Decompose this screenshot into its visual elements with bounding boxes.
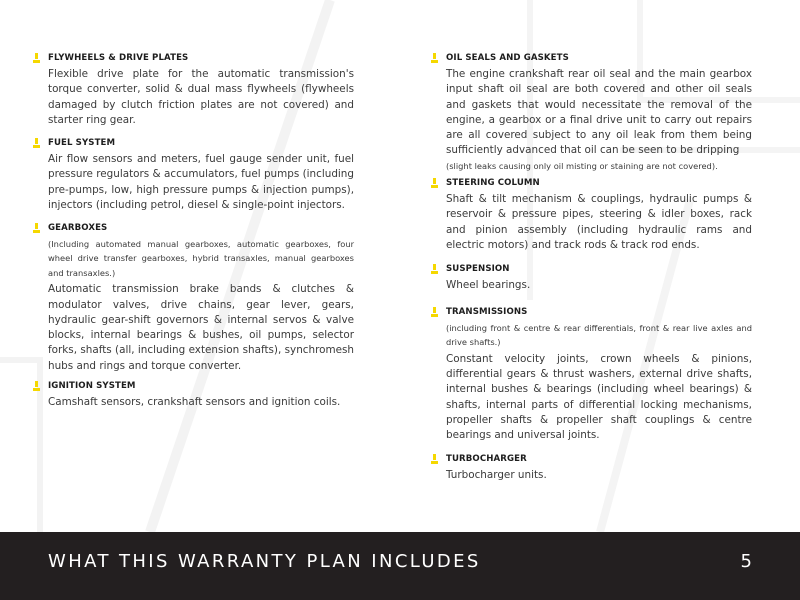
- section-heading: SUSPENSION: [446, 264, 510, 274]
- section-heading: IGNITION SYSTEM: [48, 381, 136, 391]
- section-body: Constant velocity joints, crown wheels & pinions, differential gears & thrust washers, external drive shafts, internal bushes & bearings (including wheel bearings) & shafts, internal parts of differential locking mechanisms, propeller shafts & propeller shaft couplings & centre bearings and universal joints.: [446, 352, 752, 442]
- bullet-pin-icon: [431, 264, 438, 274]
- section-heading: TURBOCHARGER: [446, 454, 527, 464]
- section-body: Flexible drive plate for the automatic transmission's torque converter, solid & dual mass flywheels (flywheels damaged by clutch friction plates are not covered) and starter ring gear.: [48, 68, 354, 126]
- section-body: Wheel bearings.: [446, 279, 531, 291]
- section-heading: FUEL SYSTEM: [48, 138, 116, 148]
- bullet-pin-icon: [431, 53, 438, 63]
- bullet-pin-icon: [33, 223, 40, 233]
- footer-title: WHAT THIS WARRANTY PLAN INCLUDES: [48, 551, 481, 572]
- section-note: (including front & centre & rear differentials, front & rear live axles and drive shafts.): [446, 323, 752, 348]
- section-body: The engine crankshaft rear oil seal and the main gearbox input shaft oil seal are both covered and other oil seals and gaskets that would necessitate the removal of the engine, a gearbox or a final drive unit to carry out repairs are all covered subject to any oil leak from them being sufficiently advanced that oil can be seen to be dripping: [446, 68, 752, 157]
- section-body: Shaft & tilt mechanism & couplings, hydraulic pumps & reservoir & pressure pipes, steering & idler boxes, rack and pinion assembly (including hydraulic rams and electric motors) and track rods & track rod ends.: [446, 193, 752, 251]
- bullet-pin-icon: [431, 307, 438, 317]
- section-flywheels: [48, 51, 354, 128]
- section-fuel-system: [48, 136, 354, 213]
- bullet-pin-icon: [431, 454, 438, 464]
- section-heading: STEERING COLUMN: [446, 178, 540, 188]
- section-body: Air flow sensors and meters, fuel gauge sender unit, fuel pressure regulators & accumulators, fuel pumps (including pre-pumps, low, high pressure pumps & injection pumps), injectors (including petrol, diesel & single-point injectors.: [48, 153, 354, 211]
- section-turbocharger: [446, 452, 752, 483]
- page-footer: [0, 532, 800, 600]
- section-heading: FLYWHEELS & DRIVE PLATES: [48, 53, 189, 63]
- section-oil-seals: [446, 51, 752, 175]
- bullet-pin-icon: [33, 381, 40, 391]
- section-gearboxes: [48, 221, 354, 374]
- section-body: Automatic transmission brake bands & clutches & modulator valves, drive chains, gear lever, gears, hydraulic gear-shift governors & internal servos & valve blocks, internal bearings & bushes, oil pumps, selector forks, shafts (all, including extension shafts), synchromesh hubs and rings and torque converter.: [48, 283, 354, 372]
- section-heading: GEARBOXES: [48, 223, 108, 233]
- section-note: (slight leaks causing only oil misting or staining are not covered).: [446, 160, 718, 171]
- section-ignition: [48, 379, 354, 410]
- page-number: 5: [740, 551, 752, 572]
- section-transmissions: [446, 305, 752, 444]
- section-suspension: [446, 262, 752, 293]
- section-heading: TRANSMISSIONS: [446, 307, 528, 317]
- section-body: Camshaft sensors, crankshaft sensors and ignition coils.: [48, 396, 341, 408]
- section-note: (Including automated manual gearboxes, automatic gearboxes, four wheel drive transfer gearboxes, hybrid transaxles, manual gearboxes and transaxles.): [48, 239, 354, 278]
- bullet-pin-icon: [431, 178, 438, 188]
- section-body: Turbocharger units.: [446, 469, 547, 481]
- section-steering-column: [446, 176, 752, 253]
- section-heading: OIL SEALS AND GASKETS: [446, 53, 569, 63]
- bullet-pin-icon: [33, 53, 40, 63]
- bullet-pin-icon: [33, 138, 40, 148]
